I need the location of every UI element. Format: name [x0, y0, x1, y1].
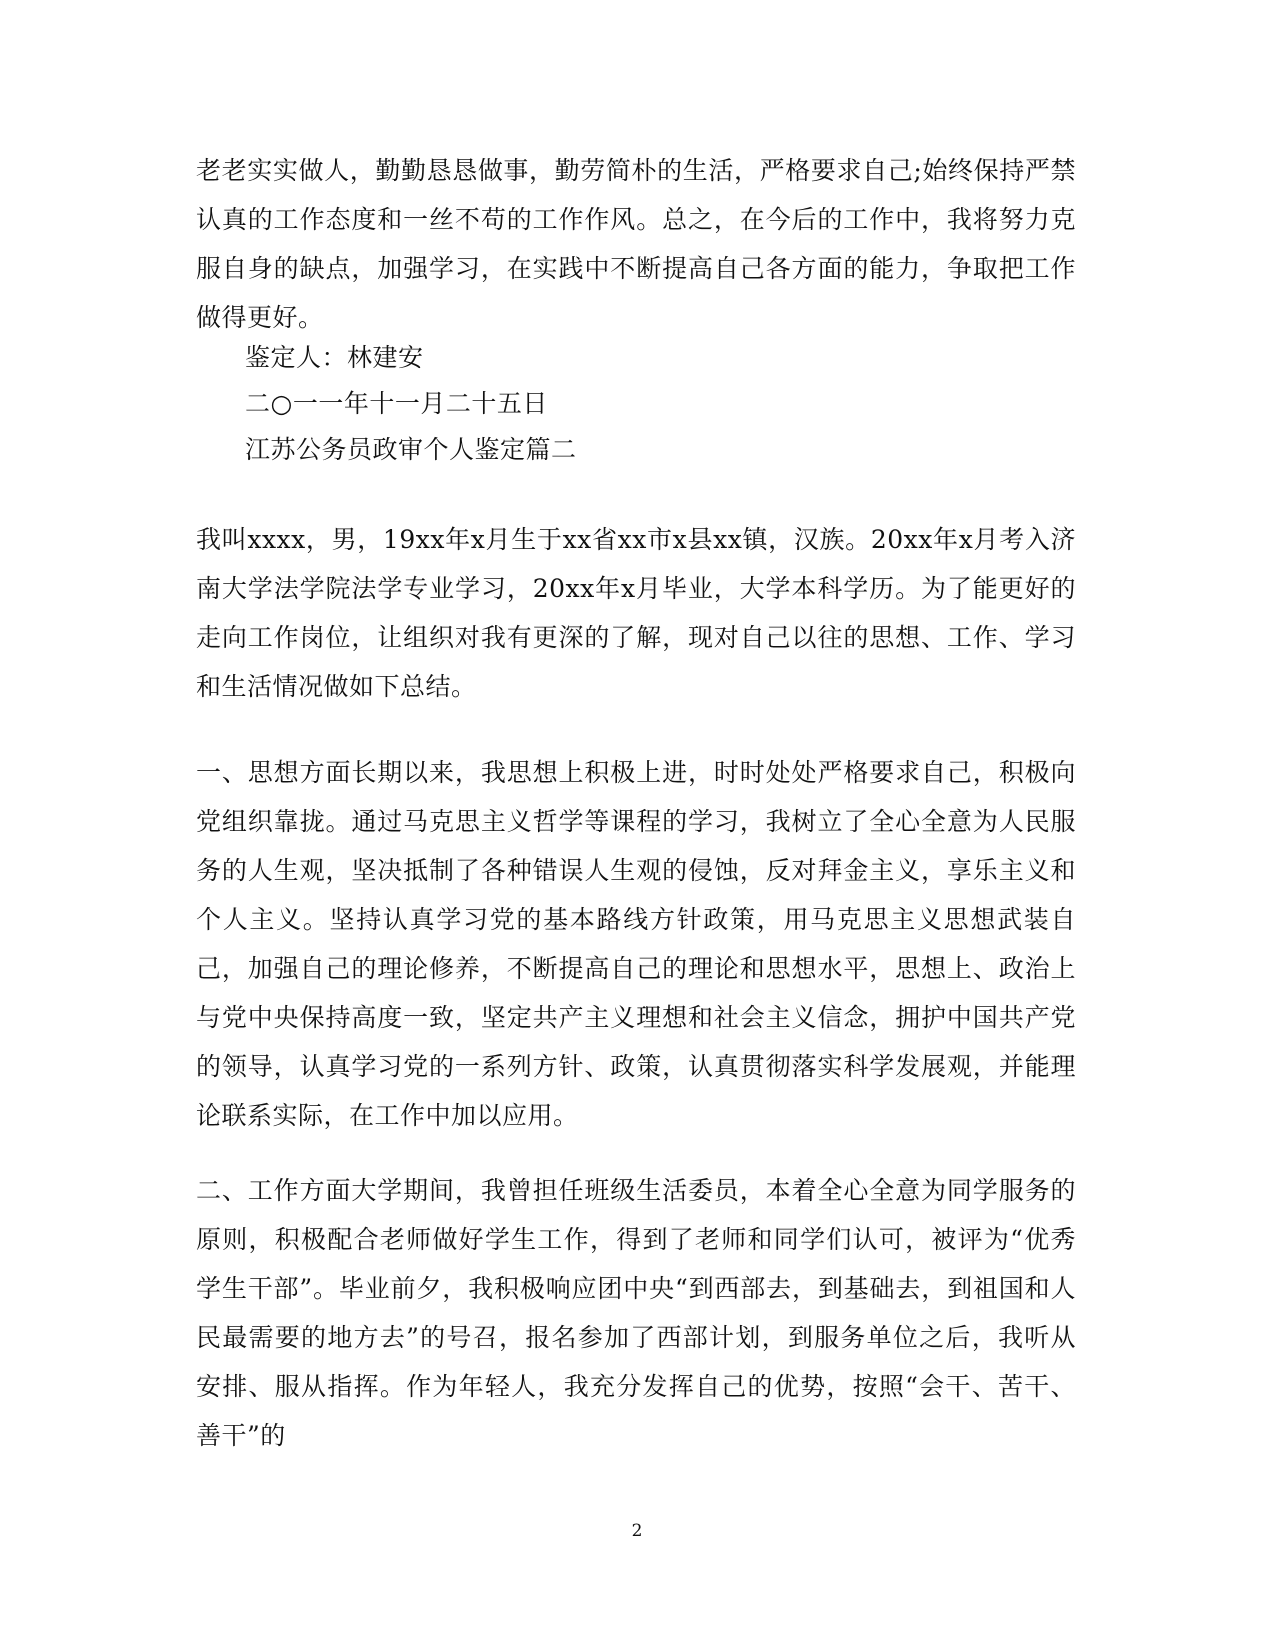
- paragraph-self-intro: 我叫xxxx，男，19xx年x月生于xx省xx市x县xx镇，汉族。20xx年x月考入济南大学法学院法学专业学习，20xx年x月毕业，大学本科学历。为了能更好的走向工作岗位，让组织对我有更深的了解，现对自己以往的思想、工作、学习和生活情况做如下总结。: [196, 525, 1076, 701]
- appraiser-line: 鉴定人：林建安: [245, 343, 424, 372]
- paragraph-intro-end: 老老实实做人，勤勤恳恳做事，勤劳简朴的生活，严格要求自己;始终保持严禁认真的工作态度和一丝不苟的工作作风。总之，在今后的工作中，我将努力克服自身的缺点，加强学习，在实践中不断提高自己各方面的能力，争取把工作做得更好。: [196, 156, 1076, 332]
- date-line: 二○一一年十一月二十五日: [245, 389, 548, 418]
- paragraph-work-section: 二、工作方面大学期间，我曾担任班级生活委员，本着全心全意为同学服务的原则，积极配合老师做好学生工作，得到了老师和同学们认可，被评为“优秀学生干部”。毕业前夕，我积极响应团中央“到西部去，到基础去，到祖国和人民最需要的地方去”的号召，报名参加了西部计划，到服务单位之后，我听从安排、服从指挥。作为年轻人，我充分发挥自己的优势，按照“会干、苦干、善干”的: [196, 1176, 1076, 1450]
- paragraph-thought-section: 一、思想方面长期以来，我思想上积极上进，时时处处严格要求自己，积极向党组织靠拢。通过马克思主义哲学等课程的学习，我树立了全心全意为人民服务的人生观，坚决抵制了各种错误人生观的侵蚀，反对拜金主义，享乐主义和个人主义。坚持认真学习党的基本路线方针政策，用马克思主义思想武装自己，加强自己的理论修养，不断提高自己的理论和思想水平，思想上、政治上与党中央保持高度一致，坚定共产主义理想和社会主义信念，拥护中国共产党的领导，认真学习党的一系列方针、政策，认真贯彻落实科学发展观，并能理论联系实际，在工作中加以应用。: [196, 758, 1076, 1130]
- section-title: 江苏公务员政审个人鉴定篇二: [245, 435, 577, 464]
- page-number: 2: [631, 1521, 643, 1541]
